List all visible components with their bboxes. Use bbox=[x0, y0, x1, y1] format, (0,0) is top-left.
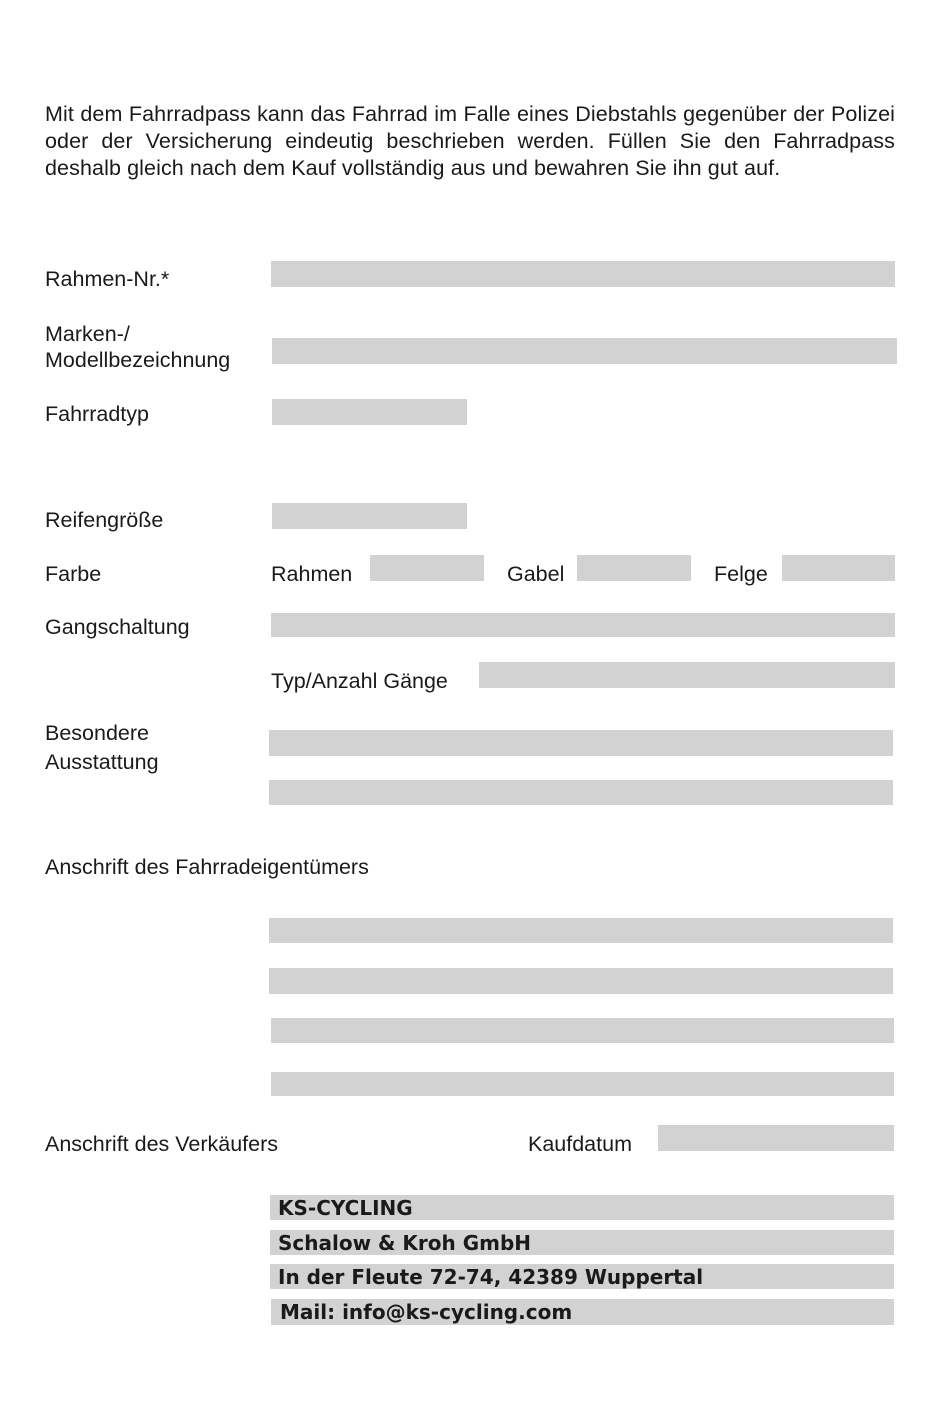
purchase-date-label: Kaufdatum bbox=[528, 1132, 632, 1156]
color-frame-label: Rahmen bbox=[271, 562, 353, 586]
color-label: Farbe bbox=[45, 562, 102, 586]
owner-address-field-4[interactable] bbox=[271, 1072, 894, 1096]
purchase-date-field[interactable] bbox=[658, 1125, 894, 1151]
frame-number-label: Rahmen-Nr.* bbox=[45, 267, 170, 291]
gear-shift-label: Gangschaltung bbox=[45, 615, 190, 639]
brand-model-label-line2: Modellbezeichnung bbox=[45, 348, 231, 372]
owner-address-field-1[interactable] bbox=[269, 918, 893, 943]
gear-type-count-field[interactable] bbox=[479, 662, 895, 688]
brand-model-field[interactable] bbox=[272, 338, 897, 364]
gear-shift-field[interactable] bbox=[271, 613, 895, 637]
special-equipment-field-2[interactable] bbox=[269, 780, 893, 805]
special-equipment-field-1[interactable] bbox=[269, 730, 893, 756]
seller-line-email: Mail: info@ks-cycling.com bbox=[271, 1299, 894, 1325]
brand-model-label-line1: Marken-/ bbox=[45, 322, 130, 346]
seller-line-legal-name: Schalow & Kroh GmbH bbox=[270, 1230, 894, 1255]
special-equipment-label-line2: Ausstattung bbox=[45, 750, 159, 774]
bike-type-field[interactable] bbox=[272, 399, 467, 425]
seller-line-street: In der Fleute 72-74, 42389 Wuppertal bbox=[270, 1264, 894, 1289]
owner-address-field-2[interactable] bbox=[269, 968, 893, 994]
special-equipment-label-line1: Besondere bbox=[45, 721, 149, 745]
seller-line-company: KS-CYCLING bbox=[270, 1195, 894, 1220]
owner-address-field-3[interactable] bbox=[271, 1018, 894, 1043]
tire-size-label: Reifengröße bbox=[45, 508, 164, 532]
intro-text: Mit dem Fahrradpass kann das Fahrrad im Falle eines Diebstahls gegenüber der Polizei oder der Versicherung eindeutig beschrieben werden. Füllen Sie den Fahrradpass deshalb gleich nach dem Kauf vollständig aus und bewahren Sie ihn gut auf. bbox=[45, 102, 895, 180]
color-fork-label: Gabel bbox=[507, 562, 565, 586]
color-frame-field[interactable] bbox=[370, 555, 484, 581]
gear-type-count-label: Typ/Anzahl Gänge bbox=[271, 669, 448, 693]
color-rim-field[interactable] bbox=[782, 555, 895, 581]
owner-address-label: Anschrift des Fahrradeigentümers bbox=[45, 855, 369, 879]
color-rim-label: Felge bbox=[714, 562, 768, 586]
color-fork-field[interactable] bbox=[577, 555, 691, 581]
frame-number-field[interactable] bbox=[271, 261, 895, 287]
bike-type-label: Fahrradtyp bbox=[45, 402, 149, 426]
seller-address-label: Anschrift des Verkäufers bbox=[45, 1132, 279, 1156]
tire-size-field[interactable] bbox=[272, 503, 467, 529]
